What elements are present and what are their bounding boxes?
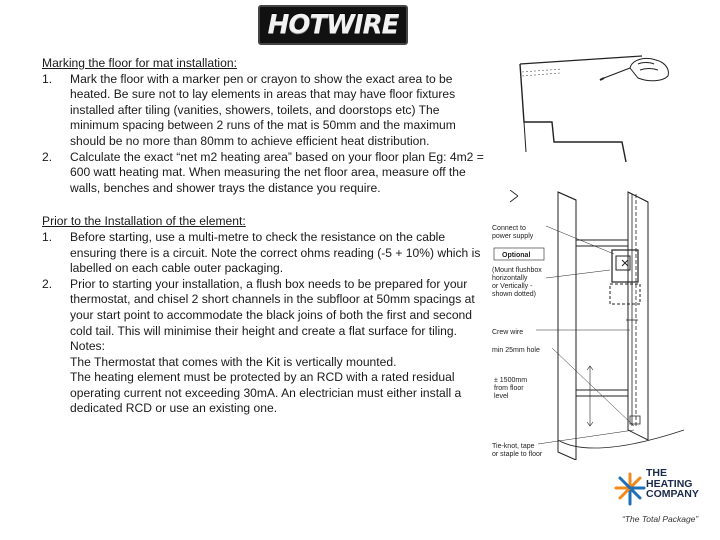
item-number: 2. (42, 149, 53, 164)
section1-heading: Marking the floor for mat installation: (42, 56, 237, 70)
item-text: Mark the floor with a marker pen or crayon to show the exact area to be heated. Be sure not to lay elements in areas that may have floor fixtures installed after tiling (vanities, showers, toilets, and doorstops etc) The minimum spacing between 2 runs of the mat is 50mm and the maximum should be no more than 80mm to achieve efficient heat distribution. (70, 71, 456, 148)
company-name-line: THE (646, 467, 667, 479)
company-name-line: COMPANY (646, 488, 699, 500)
note-text: The Thermostat that comes with the Kit is vertically mounted. (70, 354, 397, 369)
label-crew-wire: Crew wire (492, 329, 524, 336)
section2-heading: Prior to the Installation of the element: (42, 214, 246, 229)
logo-text: HOTWIRE (267, 10, 399, 40)
section1-list (42, 72, 490, 197)
company-name-line: HEATING (646, 477, 693, 490)
list-item (42, 230, 490, 277)
list-item (42, 277, 490, 339)
section2-list (42, 230, 490, 339)
label-flushbox-4: shown dotted) (492, 291, 536, 298)
item-text: Before starting, use a multi-metre to check the resistance on the cable ensuring there is a circuit. Note the correct ohms reading (-5 + 10%) which is labelled on each cable outer packaging. (70, 229, 481, 276)
hotwire-logo (258, 5, 408, 45)
label-flushbox-1: (Mount flushbox (492, 267, 542, 274)
list-item (42, 72, 490, 150)
label-height-2: from floor (494, 385, 524, 392)
label-flushbox-3: or Vertically - (492, 283, 533, 290)
item-text: Calculate the exact “net m2 heating area” based on your floor plan Eg: 4m2 = 600 watt heating mat. When measuring the net floor area, measure off the walls, benches and shower trays the distance you require. (70, 149, 484, 195)
notes-label: Notes: (70, 339, 105, 354)
thermostat-wall-diagram (488, 190, 688, 460)
item-number: 1. (42, 71, 53, 86)
item-text: Prior to starting your installation, a flush box needs to be prepared for your thermostat, and chisel 2 short channels in the subfloor at 50mm spacings at your start point to accommodate the black joins of both the first and second cold tail. This will minimise their height and create a flat surface for tiling. (70, 276, 475, 338)
label-tie-2: or staple to floor (492, 451, 543, 458)
list-item (42, 150, 490, 197)
label-tie-1: Tie-knot, tape (492, 443, 535, 450)
item-number: 1. (42, 229, 53, 244)
company-tagline: “The Total Package” (622, 514, 699, 524)
label-height-1: ± 1500mm (494, 377, 528, 384)
label-flushbox-2: horizontally (492, 275, 528, 282)
label-hole: min 25mm hole (492, 347, 540, 354)
note-text: The heating element must be protected by an RCD with a rated residual operating current not exceeding 30mA. An electrician must either install a dedicated RCD or use an existing one. (70, 370, 462, 416)
sunburst-icon (614, 470, 646, 510)
instructions (42, 56, 490, 417)
item-number: 2. (42, 276, 53, 291)
label-connect-2: power supply (492, 233, 534, 240)
label-height-3: level (494, 393, 509, 400)
label-optional: Optional (502, 252, 531, 259)
label-connect-1: Connect to (492, 225, 526, 232)
company-name (646, 468, 716, 500)
floor-marking-illustration (512, 52, 672, 162)
section2 (42, 214, 490, 417)
